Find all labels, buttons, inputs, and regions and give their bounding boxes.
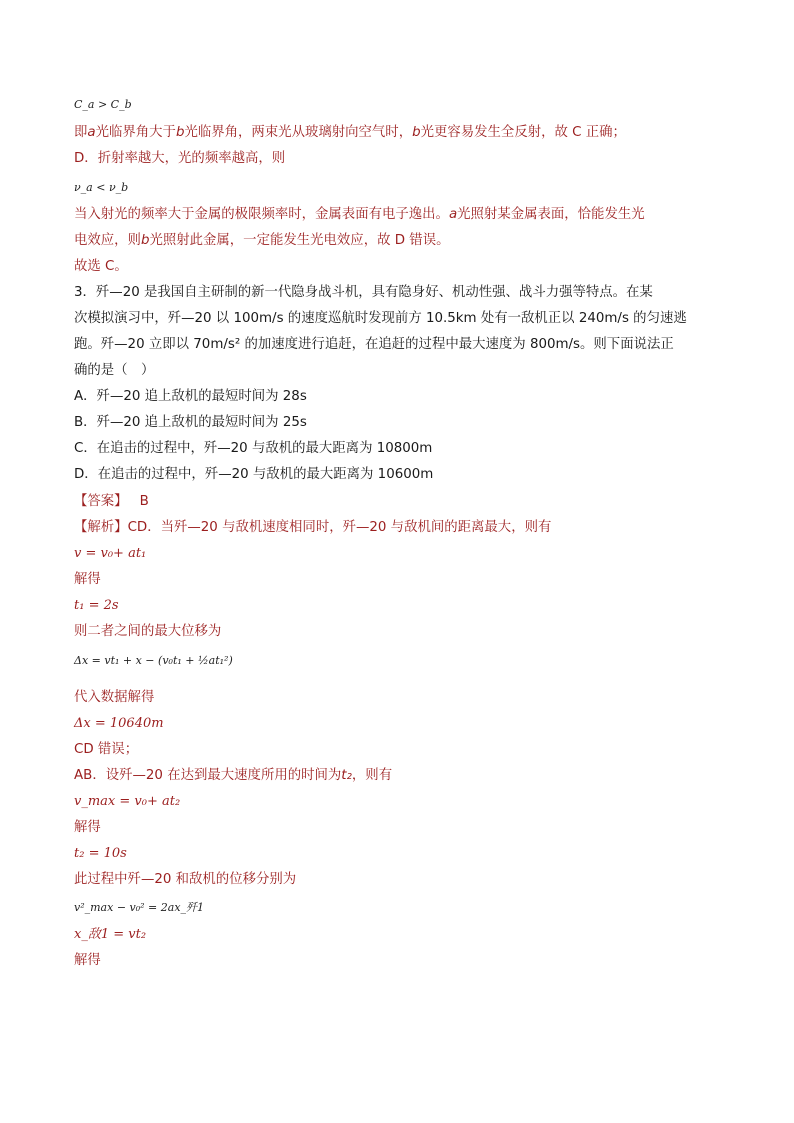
text-span: 即 (74, 125, 88, 140)
text-span: 光更容易发生全反射，故 C 正确； (420, 125, 626, 140)
answer-value: B (139, 494, 149, 509)
equation-critical-angle: C_a > C_b (74, 98, 132, 111)
solve-label-2: 解得 (74, 820, 101, 835)
equation-frequency: ν_a < ν_b (74, 181, 129, 194)
question-line-4: 确的是（ ） (74, 363, 155, 378)
text-span: CD．当歼—20 与敌机速度相同时，歼—20 与敌机间的距离最大，则有 (127, 520, 552, 535)
var-a: a (448, 207, 458, 222)
text-line-6 (74, 232, 449, 250)
var-a: a (87, 125, 96, 140)
var-b: b (412, 125, 421, 140)
solve-label-3: 解得 (74, 953, 101, 968)
solve-label: 解得 (74, 572, 101, 587)
equation-kinematic: v²_max − v₀² = 2ax_歼1 (74, 901, 205, 914)
text-span: 光照射某金属表面，恰能发生光 (457, 207, 645, 222)
equation-delta-x-result: Δx = 10640m (74, 716, 164, 731)
var-b: b (140, 233, 150, 248)
text-max-displacement: 则二者之间的最大位移为 (74, 624, 222, 639)
text-span: 电效应，则 (74, 233, 141, 248)
text-span: 光临界角，两束光从玻璃射向空气时， (184, 125, 413, 140)
equation-delta-x: Δx = vt₁ + x − (v₀t₁ + ½at₁²) (74, 654, 233, 667)
var-t2: t₂ (341, 768, 352, 783)
text-line-7: 故选 C。 (74, 259, 128, 274)
text-substitute: 代入数据解得 (74, 690, 155, 705)
analysis-label: 【解析】 (74, 520, 128, 535)
text-span: 光临界角大于 (95, 125, 176, 140)
text-ab (74, 767, 392, 785)
text-cd-wrong: CD 错误； (74, 742, 139, 757)
equation-velocity: v = v₀+ at₁ (74, 546, 147, 561)
text-span: 光照射此金属，一定能发生光电效应，故 D 错误。 (149, 233, 450, 248)
text-displacements: 此过程中歼—20 和敌机的位移分别为 (74, 872, 297, 887)
option-d: D．在追击的过程中，歼—20 与敌机的最大距离为 10600m (74, 467, 434, 482)
option-b: B．歼—20 追上敌机的最短时间为 25s (74, 415, 307, 430)
equation-t2: t₂ = 10s (74, 846, 127, 861)
equation-enemy-displacement: x_敌1 = vt₂ (74, 927, 147, 942)
analysis-line (74, 519, 551, 537)
question-line-2: 次模拟演习中，歼—20 以 100m/s 的速度巡航时发现前方 10.5km 处有一敌机正以 240m/s 的匀速逃 (74, 311, 687, 326)
answer-line (74, 493, 149, 511)
question-line-1: 3．歼—20 是我国自主研制的新一代隐身战斗机，具有隐身好、机动性强、战斗力强等特点。在某 (74, 285, 653, 300)
var-b: b (175, 125, 185, 140)
text-line-3: D．折射率越大，光的频率越高，则 (74, 151, 286, 166)
equation-t1: t₁ = 2s (74, 598, 119, 613)
option-c: C．在追击的过程中，歼—20 与敌机的最大距离为 10800m (74, 441, 433, 456)
text-span: 当入射光的频率大于金属的极限频率时，金属表面有电子逸出。 (74, 207, 449, 222)
question-line-3: 跑。歼—20 立即以 70m/s² 的加速度进行追赶，在追赶的过程中最大速度为 800m/s。则下面说法正 (74, 337, 674, 352)
text-line-2 (74, 124, 626, 142)
text-span: ，则有 (351, 768, 393, 783)
option-a: A．歼—20 追上敌机的最短时间为 28s (74, 389, 307, 404)
equation-vmax: v_max = v₀+ at₂ (74, 794, 181, 809)
text-span: AB．设歼—20 在达到最大速度所用的时间为 (74, 768, 342, 783)
answer-label: 【答案】 (74, 494, 128, 509)
text-line-5 (74, 206, 645, 224)
